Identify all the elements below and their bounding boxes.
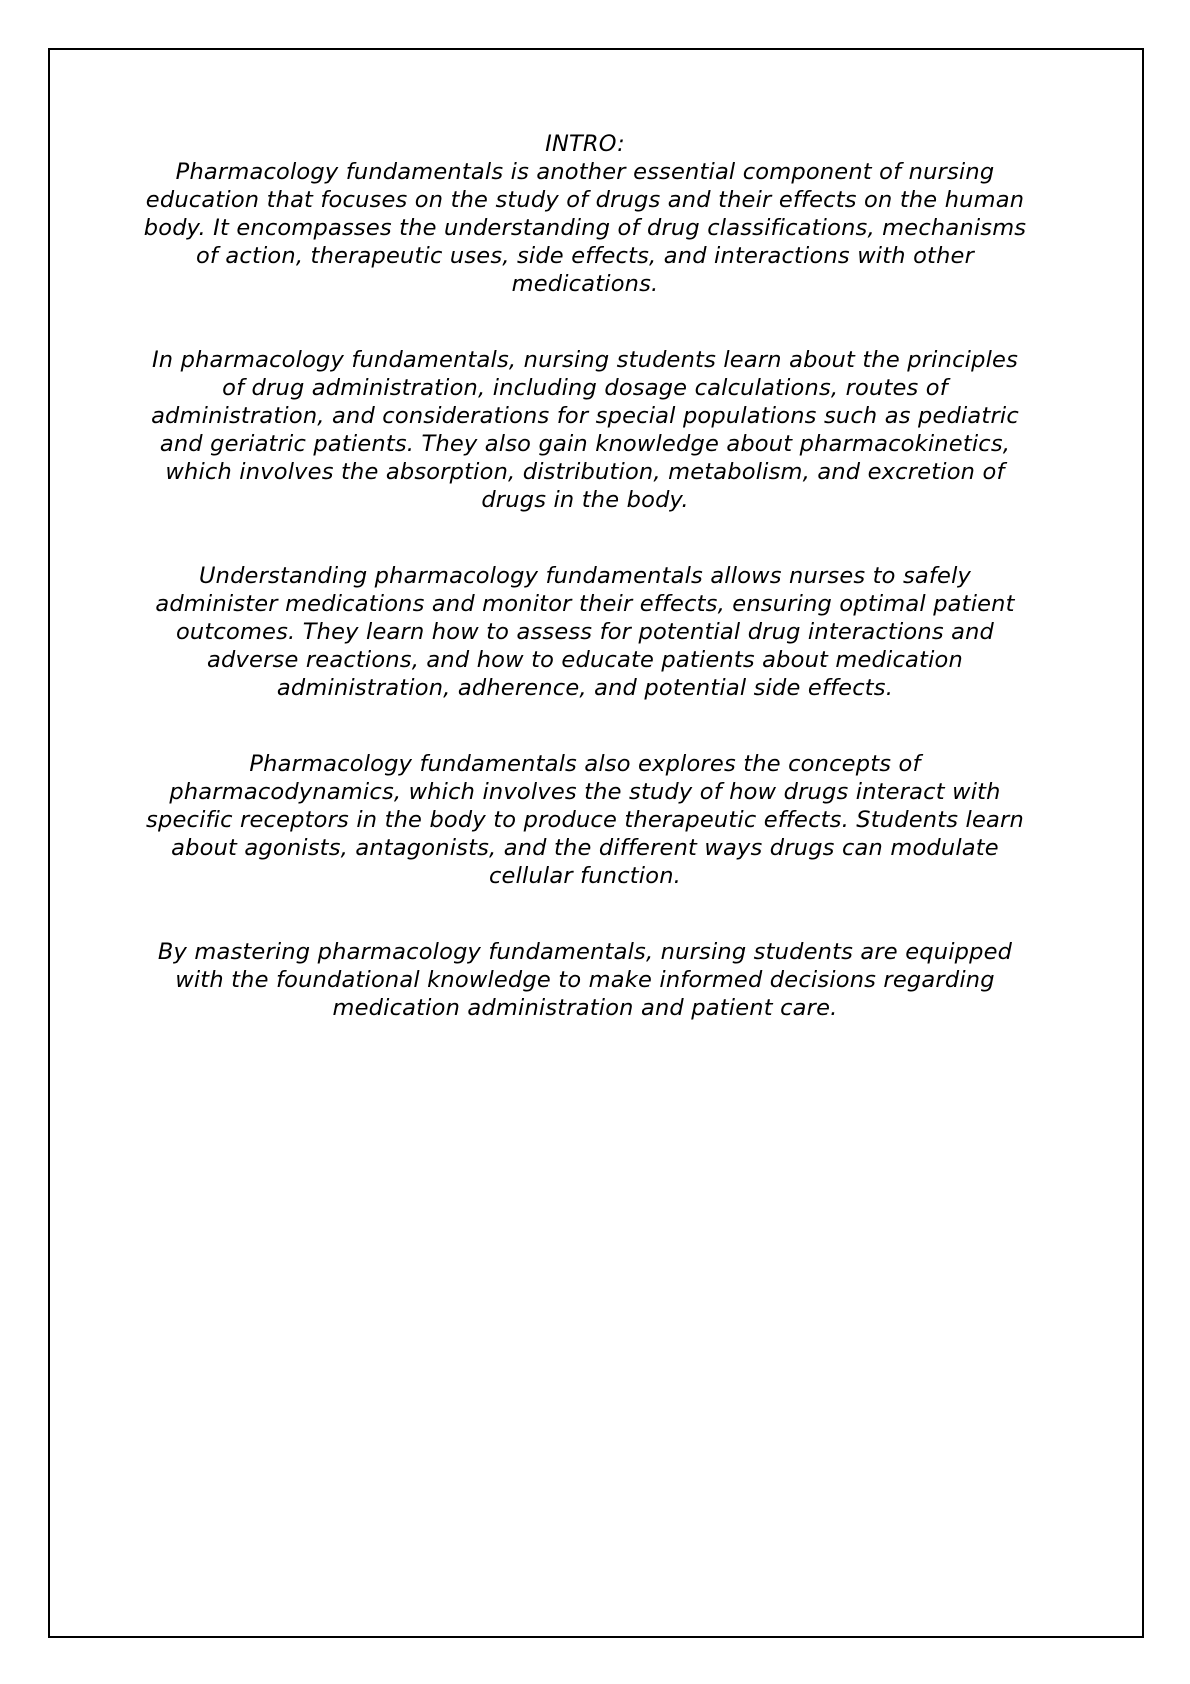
paragraph-conclusion: By mastering pharmacology fundamentals, nursing students are equipped with the foundational knowledge to make informed decisions regarding medication administration and patient care. bbox=[157, 939, 1013, 1021]
document-body bbox=[140, 130, 1030, 1070]
paragraph-intro: Pharmacology fundamentals is another essential component of nursing education that focuses on the study of drugs and their effects on the human body. It encompasses the understanding of drug classifications, mechanisms of action, therapeutic uses, side effects, and interactions with other medications. bbox=[143, 159, 1027, 297]
paragraph-safe-administration: Understanding pharmacology fundamentals allows nurses to safely administer medications and monitor their effects, ensuring optimal patient outcomes. They learn how to assess for potential drug interactions and adverse reactions, and how to educate patients about medication administration, adherence, and potential side effects. bbox=[155, 563, 1015, 701]
paragraph-drug-administration: In pharmacology fundamentals, nursing students learn about the principles of drug administration, including dosage calculations, routes of administration, and considerations for special populations such as pediatric and geriatric patients. They also gain knowledge about pharmacokinetics, which involves the absorption, distribution, metabolism, and excretion of drugs in the body. bbox=[151, 347, 1019, 513]
paragraph-pharmacodynamics: Pharmacology fundamentals also explores the concepts of pharmacodynamics, which involves the study of how drugs interact with specific receptors in the body to produce therapeutic effects. Students learn about agonists, antagonists, and the different ways drugs can modulate cellular function. bbox=[146, 751, 1024, 889]
section-heading: INTRO: bbox=[545, 131, 625, 157]
